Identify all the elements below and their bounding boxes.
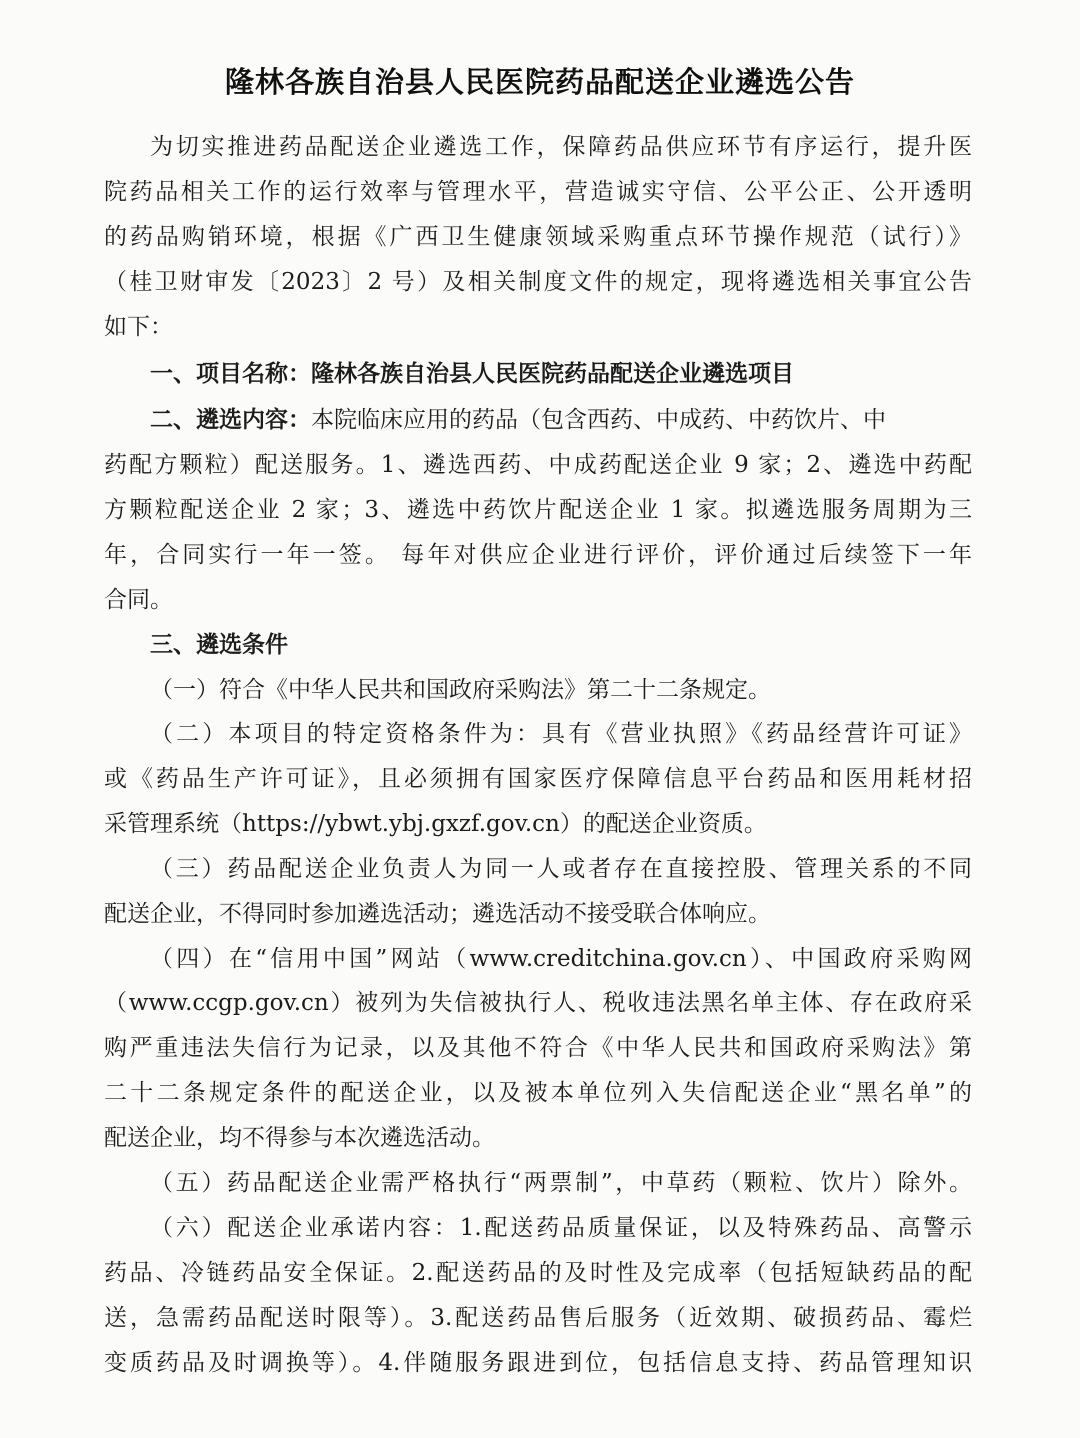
paragraph-line: （三）药品配送企业负责人为同一人或者存在直接控股、管理关系的不同 — [150, 856, 972, 882]
paragraph-line: （六）配送企业承诺内容：1.配送药品质量保证，以及特殊药品、高警示 — [150, 1215, 972, 1241]
paragraph-line: 院药品相关工作的运行效率与管理水平，营造诚实守信、公平公正、公开透明 — [104, 179, 972, 205]
paragraph-line: 采管理系统（https://ybwt.ybj.gxzf.gov.cn）的配送企业资质。 — [104, 811, 767, 837]
section-heading: 一、项目名称：隆林各族自治县人民医院药品配送企业遴选项目 — [150, 361, 794, 387]
paragraph-line: （一）符合《中华人民共和国政府采购法》第二十二条规定。 — [150, 677, 771, 703]
paragraph-line: 合同。 — [104, 587, 173, 613]
paragraph-line: 的药品购销环境，根据《广西卫生健康领域采购重点环节操作规范（试行）》 — [104, 224, 972, 250]
paragraph-line: 为切实推进药品配送企业遴选工作，保障药品供应环节有序运行，提升医 — [150, 134, 972, 160]
document-title: 隆林各族自治县人民医院药品配送企业遴选公告 — [224, 65, 855, 99]
paragraph-line: 配送企业，均不得参与本次遴选活动。 — [104, 1125, 495, 1151]
paragraph-line: （五）药品配送企业需严格执行“两票制”，中草药（颗粒、饮片）除外。 — [150, 1170, 972, 1196]
paragraph-line: 二十二条规定条件的配送企业，以及被本单位列入失信配送企业“黑名单”的 — [104, 1080, 972, 1106]
paragraph-line: 药品、冷链药品安全保证。2.配送药品的及时性及完成率（包括短缺药品的配 — [104, 1260, 972, 1286]
paragraph-line: 年，合同实行一年一签。 每年对供应企业进行评价，评价通过后续签下一年 — [104, 542, 972, 568]
section-heading: 三、遴选条件 — [150, 632, 288, 658]
paragraph-text: 本院临床应用的药品（包含西药、中成药、中药饮片、中 — [311, 407, 886, 433]
paragraph-line — [150, 400, 972, 440]
section-heading: 二、遴选内容： — [150, 407, 311, 433]
paragraph-line: 药配方颗粒）配送服务。1、遴选西药、中成药配送企业 9 家；2、遴选中药配 — [104, 452, 972, 478]
paragraph-line: 变质药品及时调换等）。4.伴随服务跟进到位，包括信息支持、药品管理知识 — [104, 1350, 972, 1376]
paragraph-line: 如下： — [104, 314, 173, 340]
paragraph-line: （四）在“信用中国”网站（www.creditchina.gov.cn）、中国政府采购网 — [150, 946, 972, 972]
paragraph-line: 购严重违法失信行为记录，以及其他不符合《中华人民共和国政府采购法》第 — [104, 1035, 972, 1061]
paragraph-line: 配送企业，不得同时参加遴选活动；遴选活动不接受联合体响应。 — [104, 901, 771, 927]
paragraph-line: （www.ccgp.gov.cn）被列为失信被执行人、税收违法黑名单主体、存在政府采 — [104, 990, 972, 1016]
paragraph-line: 方颗粒配送企业 2 家；3、遴选中药饮片配送企业 1 家。拟遴选服务周期为三 — [104, 497, 972, 523]
paragraph-line: （桂卫财审发〔2023〕2 号）及相关制度文件的规定，现将遴选相关事宜公告 — [104, 269, 972, 295]
paragraph-line: 或《药品生产许可证》，且必须拥有国家医疗保障信息平台药品和医用耗材招 — [104, 766, 972, 792]
paragraph-line: 送，急需药品配送时限等）。3.配送药品售后服务（近效期、破损药品、霉烂 — [104, 1305, 972, 1331]
paragraph-line: （二）本项目的特定资格条件为：具有《营业执照》《药品经营许可证》 — [150, 721, 972, 747]
